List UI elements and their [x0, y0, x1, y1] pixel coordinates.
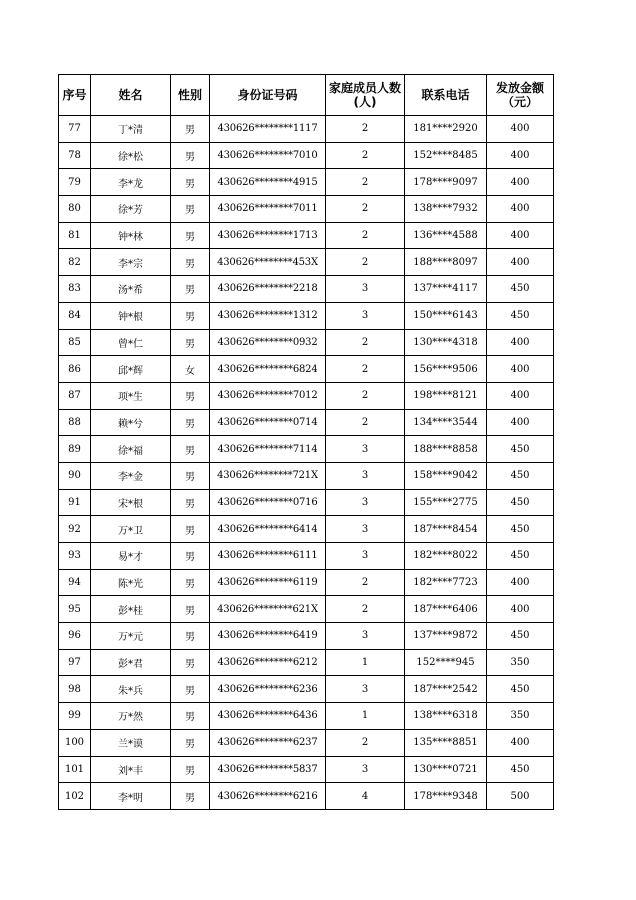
cell-id: 430626********7012 — [210, 382, 326, 409]
cell-phone: 150****6143 — [405, 302, 487, 329]
cell-name: 汤*希 — [91, 276, 171, 303]
cell-amount: 500 — [487, 783, 554, 810]
cell-id: 430626********621X — [210, 596, 326, 623]
cell-amount: 400 — [487, 356, 554, 383]
cell-phone: 130****0721 — [405, 756, 487, 783]
table-row — [59, 222, 554, 249]
table-row — [59, 356, 554, 383]
header-id: 身份证号码 — [210, 75, 326, 116]
cell-id: 430626********6119 — [210, 569, 326, 596]
cell-no: 78 — [59, 142, 91, 169]
cell-amount: 400 — [487, 729, 554, 756]
cell-members: 2 — [326, 409, 405, 436]
cell-no: 98 — [59, 676, 91, 703]
cell-members: 3 — [326, 623, 405, 650]
cell-no: 100 — [59, 729, 91, 756]
cell-id: 430626********1312 — [210, 302, 326, 329]
table-row — [59, 116, 554, 143]
cell-no: 97 — [59, 649, 91, 676]
cell-id: 430626********1713 — [210, 222, 326, 249]
cell-gender: 男 — [171, 222, 210, 249]
cell-gender: 男 — [171, 116, 210, 143]
cell-phone: 182****7723 — [405, 569, 487, 596]
cell-no: 79 — [59, 169, 91, 196]
cell-gender: 男 — [171, 249, 210, 276]
cell-phone: 182****8022 — [405, 543, 487, 570]
table-row — [59, 436, 554, 463]
cell-name: 钟*林 — [91, 222, 171, 249]
cell-amount: 400 — [487, 409, 554, 436]
cell-members: 3 — [326, 756, 405, 783]
cell-gender: 女 — [171, 356, 210, 383]
cell-amount: 450 — [487, 302, 554, 329]
cell-id: 430626********0714 — [210, 409, 326, 436]
cell-members: 3 — [326, 676, 405, 703]
cell-id: 430626********6216 — [210, 783, 326, 810]
cell-members: 3 — [326, 516, 405, 543]
cell-gender: 男 — [171, 196, 210, 223]
cell-phone: 138****7932 — [405, 196, 487, 223]
table-row — [59, 516, 554, 543]
cell-amount: 400 — [487, 222, 554, 249]
table-row — [59, 596, 554, 623]
cell-id: 430626********4915 — [210, 169, 326, 196]
cell-members: 3 — [326, 436, 405, 463]
cell-amount: 450 — [487, 543, 554, 570]
cell-members: 2 — [326, 569, 405, 596]
cell-name: 刘*丰 — [91, 756, 171, 783]
cell-id: 430626********6237 — [210, 729, 326, 756]
cell-amount: 400 — [487, 596, 554, 623]
table-row — [59, 329, 554, 356]
cell-phone: 187****2542 — [405, 676, 487, 703]
cell-members: 1 — [326, 649, 405, 676]
cell-id: 430626********2218 — [210, 276, 326, 303]
cell-gender: 男 — [171, 329, 210, 356]
cell-phone: 187****8454 — [405, 516, 487, 543]
cell-no: 83 — [59, 276, 91, 303]
cell-amount: 450 — [487, 756, 554, 783]
cell-members: 2 — [326, 596, 405, 623]
table-row — [59, 569, 554, 596]
cell-gender: 男 — [171, 409, 210, 436]
cell-id: 430626********6111 — [210, 543, 326, 570]
cell-phone: 198****8121 — [405, 382, 487, 409]
cell-amount: 450 — [487, 276, 554, 303]
cell-gender: 男 — [171, 436, 210, 463]
recipient-table — [58, 74, 554, 810]
cell-name: 邱*辉 — [91, 356, 171, 383]
cell-no: 91 — [59, 489, 91, 516]
table-row — [59, 142, 554, 169]
header-members: 家庭成员人数(人) — [326, 75, 405, 116]
table-row — [59, 649, 554, 676]
cell-amount: 400 — [487, 249, 554, 276]
cell-members: 2 — [326, 729, 405, 756]
table-row — [59, 489, 554, 516]
cell-no: 84 — [59, 302, 91, 329]
cell-id: 430626********721X — [210, 462, 326, 489]
cell-phone: 178****9097 — [405, 169, 487, 196]
cell-gender: 男 — [171, 729, 210, 756]
cell-gender: 男 — [171, 489, 210, 516]
cell-no: 81 — [59, 222, 91, 249]
cell-no: 96 — [59, 623, 91, 650]
cell-gender: 男 — [171, 382, 210, 409]
table-row — [59, 169, 554, 196]
cell-phone: 188****8858 — [405, 436, 487, 463]
cell-name: 万*然 — [91, 703, 171, 730]
cell-name: 钟*根 — [91, 302, 171, 329]
cell-name: 徐*松 — [91, 142, 171, 169]
cell-name: 丁*清 — [91, 116, 171, 143]
cell-gender: 男 — [171, 276, 210, 303]
cell-gender: 男 — [171, 783, 210, 810]
cell-gender: 男 — [171, 569, 210, 596]
cell-name: 易*才 — [91, 543, 171, 570]
cell-gender: 男 — [171, 543, 210, 570]
cell-gender: 男 — [171, 302, 210, 329]
cell-name: 徐*芳 — [91, 196, 171, 223]
cell-id: 430626********453X — [210, 249, 326, 276]
cell-amount: 400 — [487, 569, 554, 596]
cell-amount: 450 — [487, 623, 554, 650]
table-row — [59, 382, 554, 409]
cell-id: 430626********5837 — [210, 756, 326, 783]
cell-no: 85 — [59, 329, 91, 356]
cell-no: 102 — [59, 783, 91, 810]
cell-phone: 130****4318 — [405, 329, 487, 356]
cell-phone: 156****9506 — [405, 356, 487, 383]
cell-members: 2 — [326, 169, 405, 196]
cell-no: 95 — [59, 596, 91, 623]
cell-gender: 男 — [171, 703, 210, 730]
cell-members: 3 — [326, 276, 405, 303]
cell-id: 430626********1117 — [210, 116, 326, 143]
cell-name: 陈*光 — [91, 569, 171, 596]
table-row — [59, 276, 554, 303]
header-phone: 联系电话 — [405, 75, 487, 116]
cell-id: 430626********6414 — [210, 516, 326, 543]
cell-name: 彭*君 — [91, 649, 171, 676]
cell-members: 3 — [326, 462, 405, 489]
cell-id: 430626********6436 — [210, 703, 326, 730]
cell-gender: 男 — [171, 142, 210, 169]
cell-amount: 400 — [487, 329, 554, 356]
cell-no: 88 — [59, 409, 91, 436]
cell-no: 77 — [59, 116, 91, 143]
cell-amount: 350 — [487, 703, 554, 730]
cell-members: 1 — [326, 703, 405, 730]
cell-no: 87 — [59, 382, 91, 409]
cell-gender: 男 — [171, 596, 210, 623]
header-amount: 发放金额（元） — [487, 75, 554, 116]
cell-phone: 152****945 — [405, 649, 487, 676]
cell-name: 兰*谟 — [91, 729, 171, 756]
cell-members: 2 — [326, 329, 405, 356]
cell-amount: 450 — [487, 436, 554, 463]
cell-no: 89 — [59, 436, 91, 463]
cell-name: 万*卫 — [91, 516, 171, 543]
cell-no: 82 — [59, 249, 91, 276]
cell-amount: 450 — [487, 516, 554, 543]
cell-name: 万*元 — [91, 623, 171, 650]
cell-members: 4 — [326, 783, 405, 810]
cell-phone: 155****2775 — [405, 489, 487, 516]
cell-id: 430626********6236 — [210, 676, 326, 703]
cell-name: 宋*根 — [91, 489, 171, 516]
cell-amount: 450 — [487, 462, 554, 489]
cell-name: 李*宗 — [91, 249, 171, 276]
cell-members: 3 — [326, 489, 405, 516]
cell-phone: 135****8851 — [405, 729, 487, 756]
table-row — [59, 462, 554, 489]
table-row — [59, 196, 554, 223]
table-row — [59, 729, 554, 756]
cell-phone: 187****6406 — [405, 596, 487, 623]
cell-name: 李*明 — [91, 783, 171, 810]
cell-members: 2 — [326, 222, 405, 249]
cell-name: 赖*兮 — [91, 409, 171, 436]
header-row — [59, 75, 554, 116]
cell-no: 80 — [59, 196, 91, 223]
cell-name: 徐*福 — [91, 436, 171, 463]
header-name: 姓名 — [91, 75, 171, 116]
cell-no: 90 — [59, 462, 91, 489]
cell-phone: 134****3544 — [405, 409, 487, 436]
cell-amount: 400 — [487, 169, 554, 196]
table-row — [59, 409, 554, 436]
cell-id: 430626********7010 — [210, 142, 326, 169]
cell-name: 曾*仁 — [91, 329, 171, 356]
cell-amount: 450 — [487, 489, 554, 516]
cell-phone: 178****9348 — [405, 783, 487, 810]
cell-members: 2 — [326, 142, 405, 169]
cell-amount: 350 — [487, 649, 554, 676]
cell-gender: 男 — [171, 623, 210, 650]
table-row — [59, 623, 554, 650]
table-row — [59, 302, 554, 329]
cell-members: 3 — [326, 302, 405, 329]
cell-no: 99 — [59, 703, 91, 730]
cell-id: 430626********7114 — [210, 436, 326, 463]
cell-name: 朱*兵 — [91, 676, 171, 703]
cell-no: 92 — [59, 516, 91, 543]
table-row — [59, 756, 554, 783]
table-row — [59, 249, 554, 276]
cell-no: 93 — [59, 543, 91, 570]
cell-id: 430626********6419 — [210, 623, 326, 650]
cell-id: 430626********0932 — [210, 329, 326, 356]
cell-members: 2 — [326, 249, 405, 276]
cell-phone: 136****4588 — [405, 222, 487, 249]
cell-name: 李*金 — [91, 462, 171, 489]
cell-amount: 400 — [487, 142, 554, 169]
cell-gender: 男 — [171, 516, 210, 543]
cell-gender: 男 — [171, 462, 210, 489]
cell-phone: 188****8097 — [405, 249, 487, 276]
cell-gender: 男 — [171, 676, 210, 703]
table-row — [59, 783, 554, 810]
cell-phone: 138****6318 — [405, 703, 487, 730]
cell-members: 3 — [326, 543, 405, 570]
cell-id: 430626********6824 — [210, 356, 326, 383]
cell-no: 101 — [59, 756, 91, 783]
cell-no: 94 — [59, 569, 91, 596]
cell-phone: 158****9042 — [405, 462, 487, 489]
cell-name: 彭*桂 — [91, 596, 171, 623]
cell-phone: 137****9872 — [405, 623, 487, 650]
table-row — [59, 543, 554, 570]
cell-phone: 137****4117 — [405, 276, 487, 303]
cell-name: 项*生 — [91, 382, 171, 409]
cell-id: 430626********6212 — [210, 649, 326, 676]
cell-amount: 400 — [487, 196, 554, 223]
cell-phone: 181****2920 — [405, 116, 487, 143]
cell-name: 李*龙 — [91, 169, 171, 196]
table-row — [59, 676, 554, 703]
cell-members: 2 — [326, 382, 405, 409]
cell-id: 430626********0716 — [210, 489, 326, 516]
cell-no: 86 — [59, 356, 91, 383]
cell-members: 2 — [326, 196, 405, 223]
header-no: 序号 — [59, 75, 91, 116]
cell-amount: 450 — [487, 676, 554, 703]
cell-phone: 152****8485 — [405, 142, 487, 169]
cell-members: 2 — [326, 356, 405, 383]
cell-amount: 400 — [487, 382, 554, 409]
cell-gender: 男 — [171, 169, 210, 196]
cell-gender: 男 — [171, 649, 210, 676]
header-gender: 性别 — [171, 75, 210, 116]
cell-id: 430626********7011 — [210, 196, 326, 223]
cell-gender: 男 — [171, 756, 210, 783]
cell-amount: 400 — [487, 116, 554, 143]
cell-members: 2 — [326, 116, 405, 143]
table-row — [59, 703, 554, 730]
